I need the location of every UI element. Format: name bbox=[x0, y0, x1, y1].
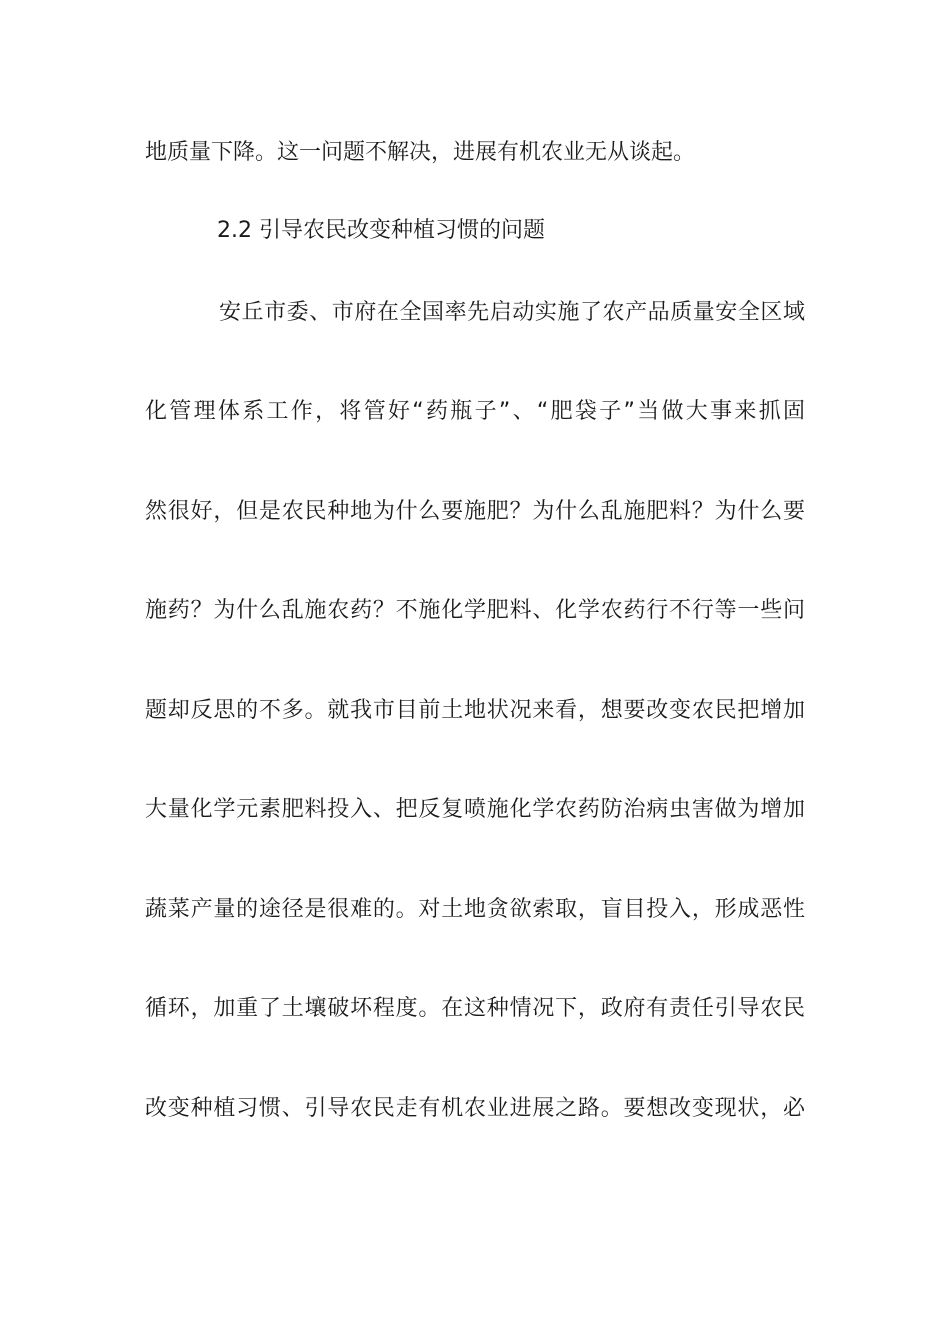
section-heading: 2.2 引导农民改变种植习惯的问题 bbox=[217, 218, 545, 243]
paragraph-line-5: 施药？为什么乱施农药？不施化学肥料、化学农药行不行等一些问 bbox=[145, 598, 805, 623]
paragraph-line-3: 化管理体系工作，将管好“药瓶子”、“肥袋子”当做大事来抓固 bbox=[145, 399, 805, 424]
paragraph-line-4: 然很好，但是农民种地为什么要施肥？为什么乱施肥料？为什么要 bbox=[145, 499, 805, 524]
paragraph-line-9: 循环，加重了土壤破坏程度。在这种情况下，政府有责任引导农民 bbox=[145, 996, 805, 1021]
paragraph-line-8: 蔬菜产量的途径是很难的。对土地贪欲索取，盲目投入，形成恶性 bbox=[145, 897, 805, 922]
paragraph-line-1: 地质量下降。这一问题不解决，进展有机农业无从谈起。 bbox=[145, 140, 696, 165]
paragraph-line-10: 改变种植习惯、引导农民走有机农业进展之路。要想改变现状，必 bbox=[145, 1096, 805, 1121]
paragraph-line-7: 大量化学元素肥料投入、把反复喷施化学农药防治病虫害做为增加 bbox=[145, 797, 805, 822]
paragraph-line-6: 题却反思的不多。就我市目前土地状况来看，想要改变农民把增加 bbox=[145, 698, 805, 723]
paragraph-line-2: 安丘市委、市府在全国率先启动实施了农产品质量安全区域 bbox=[219, 300, 805, 325]
